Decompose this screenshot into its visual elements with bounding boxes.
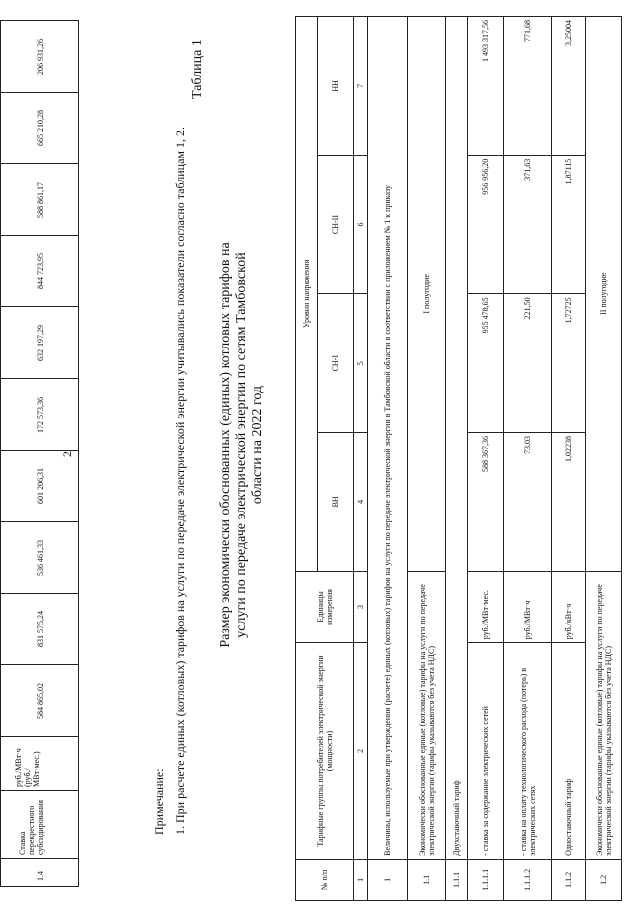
row-text: Экономически обоснованные единые (котловые) тарифы на услуги по передаче электрической энергии (тарифы указываются без учета НДС) (586, 571, 622, 859)
top-value-cell: 584 865,02 (36, 683, 45, 719)
row-unit: руб./МВт·мес. (468, 571, 504, 643)
top-col-divider (0, 664, 78, 665)
top-col-divider (0, 521, 78, 522)
value-cell: 1,02238 (552, 433, 586, 572)
main-table (295, 16, 622, 901)
row-number: 1.1.1.2 (504, 859, 552, 900)
top-value-cell: 588 861,17 (36, 182, 45, 218)
top-value-cell: 844 723,95 (36, 253, 45, 289)
row-unit: руб./кВт·ч (552, 571, 586, 643)
header-nn: НН (318, 17, 354, 156)
row-number: 1.1.1.1 (468, 859, 504, 900)
col-number: 3 (354, 571, 368, 643)
row-number: 1 (368, 859, 408, 900)
table-row (552, 17, 586, 901)
top-value-cell: 601 206,31 (36, 468, 45, 504)
top-col-divider (0, 450, 78, 451)
value-cell: 3,25004 (552, 17, 586, 156)
value-cell: 221,50 (504, 294, 552, 433)
value-cell: 1 493 317,56 (468, 17, 504, 156)
table-label: Таблица 1 (190, 39, 205, 99)
top-value-cell: 206 931,26 (36, 39, 45, 75)
table-row (446, 17, 468, 901)
value-cell: 1,72725 (552, 294, 586, 433)
top-col-divider (0, 92, 78, 93)
period-label: II полугодие (586, 17, 622, 572)
top-col-divider (0, 593, 78, 594)
header-unit: Единицы измерения (296, 571, 354, 643)
header-vn: ВН (318, 433, 354, 572)
value-cell: 588 367,36 (468, 433, 504, 572)
page-number: 2 (60, 451, 74, 457)
table-title: Размер экономически обоснованных (единых) котловых тарифов на услуги по передаче электрической энергии по сетям Тамбовской области на 2022 год (218, 242, 265, 648)
table-row (368, 17, 408, 901)
top-value-cell: 831 575,24 (36, 611, 45, 647)
table-row (468, 17, 504, 901)
table-row (586, 17, 622, 901)
col-number: 6 (354, 155, 368, 294)
header-no: № п/п (296, 859, 354, 900)
table-row (504, 17, 552, 901)
value-cell: 771,68 (504, 17, 552, 156)
col-number: 5 (354, 294, 368, 433)
value-cell: 73,03 (504, 433, 552, 572)
row-text: Экономически обоснованные единые (котловые) тарифы на услуги по передаче электрической энергии (тарифы указываются без учета НДС) (408, 571, 446, 859)
row-text: - ставка на оплату технологического расхода (потерь) в электрических сетях (504, 643, 552, 860)
table-row (408, 17, 446, 901)
row-number: 1.1 (408, 859, 446, 900)
row-text: Одноставочный тариф (552, 643, 586, 860)
col-number: 2 (354, 643, 368, 860)
value-cell: 955 478,65 (468, 294, 504, 433)
top-value-cell: 172 573,36 (36, 397, 45, 433)
header-group: Тарифные группы потребителей электрической энергии (мощности) (296, 643, 354, 860)
period-label: I полугодие (408, 17, 446, 572)
row-number: 1.1.1 (446, 859, 468, 900)
value-cell: 371,63 (504, 155, 552, 294)
top-value-cell: 536 461,33 (36, 540, 45, 576)
top-col-divider (0, 235, 78, 236)
header-levels: Уровни напряжения (296, 17, 318, 572)
top-col-divider (0, 378, 78, 379)
top-col-divider (0, 306, 78, 307)
col-number: 4 (354, 433, 368, 572)
top-row-unit: руб./МВт·ч (руб./МВт·мес.) (14, 748, 41, 787)
row-text: - ставка за содержание электрических сетей (468, 643, 504, 860)
top-value-cell: 632 197,29 (36, 325, 45, 361)
top-col-divider (0, 163, 78, 164)
col-number: 7 (354, 17, 368, 156)
row-number: 1.2 (586, 859, 622, 900)
row-unit: руб./МВт·ч (504, 571, 552, 643)
row-number: 1.1.2 (552, 859, 586, 900)
top-row-number: 1.4 (36, 871, 45, 881)
header-sn1: СН-I (318, 294, 354, 433)
top-row-label: Ставка перекрестного субсидирования (18, 799, 45, 855)
row-text: Величины, используемые при утверждении (расчете) единых (котловых) тарифов на услуги по передаче электрической энергии в Тамбовской области в соответствии с приложением № 1 к приказу (368, 17, 408, 860)
col-number: 1 (354, 859, 368, 900)
value-cell: 1,87115 (552, 155, 586, 294)
value-cell: 956 956,20 (468, 155, 504, 294)
header-sn2: СН-II (318, 155, 354, 294)
column-numbers-row (354, 17, 368, 901)
note-label: Примечание: (152, 768, 166, 835)
note-text: 1. При расчете единых (котловых) тарифов на услуги по передаче электрической энергии учитывались показатели согласно таблицам 1, 2. (173, 126, 187, 835)
top-value-cell: 665 210,28 (36, 110, 45, 146)
row-text: Двухставочный тариф (446, 17, 468, 860)
